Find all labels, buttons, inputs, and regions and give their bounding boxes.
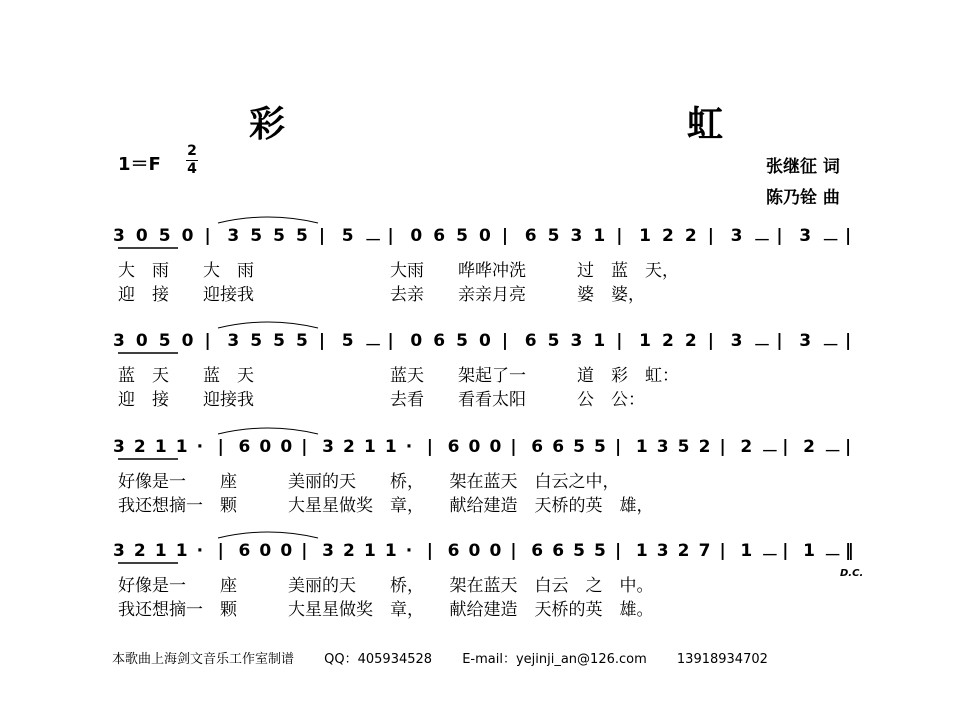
note: 3 — [113, 437, 125, 457]
note: 2 — [684, 226, 697, 246]
note: 0 — [489, 541, 502, 561]
note: 2 — [343, 541, 355, 561]
barline: | — [217, 541, 224, 561]
note: 1 — [639, 226, 651, 246]
barline: | — [782, 437, 789, 457]
note: 5 — [594, 437, 606, 457]
barline: | — [501, 226, 509, 246]
note: 2 — [684, 331, 697, 351]
time-signature-bottom: 4 — [187, 161, 197, 177]
barline: | — [204, 226, 211, 246]
note: 0 — [479, 226, 491, 246]
note: 1 — [363, 541, 376, 561]
slur — [218, 217, 318, 223]
barline: | — [707, 331, 714, 351]
note: 2 — [133, 541, 146, 561]
note: － — [761, 546, 779, 566]
barline: | — [845, 437, 852, 457]
note: 1 — [384, 437, 397, 457]
note: 2 — [740, 437, 753, 457]
note: 5 — [296, 331, 308, 351]
slur — [218, 322, 318, 328]
note: 2 — [662, 226, 674, 246]
note: 3 — [113, 331, 125, 351]
note: 0 — [410, 331, 423, 351]
note: 1 — [384, 541, 397, 561]
note: 1 — [593, 226, 606, 246]
note: 1 — [803, 541, 815, 561]
footer-email: E-mail：yejinji_an@126.com — [462, 652, 647, 667]
note: 5 — [594, 541, 606, 561]
barline: | — [510, 541, 517, 561]
lyricist-credit: 张继征 词 — [766, 157, 840, 177]
footer-studio: 本歌曲上海剑文音乐工作室制谱 — [112, 652, 295, 667]
note: 3 — [656, 437, 669, 457]
note: 7 — [698, 541, 711, 561]
time-signature-top: 2 — [187, 143, 197, 159]
note: 0 — [181, 226, 194, 246]
note: 0 — [468, 541, 481, 561]
note: 1 — [175, 437, 188, 457]
note: 5 — [250, 226, 263, 246]
note: 0 — [259, 541, 272, 561]
barline: | — [501, 331, 509, 351]
note: － — [364, 336, 382, 356]
note: 5 — [677, 437, 690, 457]
note: － — [824, 546, 842, 566]
barline: | — [616, 226, 623, 246]
barline: | — [614, 541, 622, 561]
barline: | — [426, 437, 433, 457]
note: － — [364, 231, 382, 251]
note: 6 — [238, 437, 251, 457]
note: · — [405, 437, 413, 457]
note: 5 — [273, 226, 285, 246]
note: － — [753, 336, 771, 356]
note: 5 — [573, 437, 585, 457]
note: 6 — [433, 331, 446, 351]
note: 2 — [698, 437, 711, 457]
note: 3 — [730, 226, 743, 246]
barline: | — [204, 331, 211, 351]
note: 2 — [662, 331, 674, 351]
note: 3 — [113, 541, 125, 561]
note: 2 — [343, 437, 355, 457]
note: 6 — [524, 331, 537, 351]
barline: | — [845, 226, 852, 246]
barline: | — [318, 226, 326, 246]
note: 6 — [447, 437, 460, 457]
barline: | — [387, 226, 394, 246]
note: 0 — [135, 331, 148, 351]
song-title: 彩 虹 — [248, 103, 833, 145]
note: 1 — [635, 541, 648, 561]
barline: | — [776, 226, 783, 246]
lyrics-line-1: 好像是一 座 美丽的天 桥， 架在蓝天 白云 之 中。 — [118, 576, 654, 596]
note: · — [405, 541, 413, 561]
note: 1 — [154, 437, 167, 457]
barline: | — [510, 437, 517, 457]
note: 3 — [113, 226, 125, 246]
barline: | — [782, 541, 789, 561]
note: 3 — [730, 331, 743, 351]
note: 0 — [410, 226, 423, 246]
barline: | — [719, 437, 726, 457]
note: 5 — [547, 331, 560, 351]
barline: | — [217, 437, 224, 457]
note: 5 — [158, 226, 171, 246]
note: 6 — [238, 541, 251, 561]
note: 1 — [175, 541, 188, 561]
note: 3 — [322, 437, 334, 457]
note: 1 — [635, 437, 648, 457]
lyrics-line-2: 我还想摘一 颗 大星星做奖 章， 献给建造 天桥的英 雄。 — [118, 600, 654, 620]
barline: | — [614, 437, 622, 457]
note: 0 — [468, 437, 481, 457]
note: 3 — [799, 226, 812, 246]
lyrics-line-1: 蓝 天 蓝 天 蓝天 架起了一 道 彩 虹： — [118, 366, 679, 386]
note: － — [822, 231, 840, 251]
note: 6 — [531, 541, 544, 561]
note: 2 — [803, 437, 815, 457]
note: 3 — [799, 331, 812, 351]
note: 3 — [570, 226, 583, 246]
barline: ‖ — [845, 541, 854, 561]
barline: | — [776, 331, 783, 351]
note: 6 — [447, 541, 460, 561]
note: 0 — [259, 437, 272, 457]
note: 5 — [547, 226, 560, 246]
dc-mark: D.C. — [840, 568, 864, 579]
barline: | — [845, 331, 852, 351]
note: · — [196, 541, 204, 561]
barline: | — [301, 541, 308, 561]
note: 5 — [250, 331, 263, 351]
barline: | — [318, 331, 326, 351]
slur — [218, 532, 318, 538]
barline: | — [616, 331, 623, 351]
note: 0 — [280, 437, 293, 457]
note: 6 — [433, 226, 446, 246]
note: － — [822, 336, 840, 356]
note: 1 — [363, 437, 376, 457]
note: 5 — [573, 541, 585, 561]
note: 2 — [677, 541, 690, 561]
note: 0 — [479, 331, 491, 351]
barline: | — [707, 226, 714, 246]
note: 1 — [639, 331, 651, 351]
note: · — [196, 437, 204, 457]
footer-qq: QQ：405934528 — [324, 652, 433, 667]
note: 3 — [570, 331, 583, 351]
lyrics-line-1: 大 雨 大 雨 大雨 哗哗冲洗 过 蓝 天， — [118, 261, 679, 281]
lyrics-line-2: 迎 接 迎接我 去看 看看太阳 公 公： — [118, 390, 645, 410]
barline: | — [301, 437, 308, 457]
note: 5 — [158, 331, 171, 351]
note: 6 — [552, 437, 565, 457]
barline: | — [426, 541, 433, 561]
note: 3 — [227, 226, 240, 246]
note: 0 — [489, 437, 502, 457]
note: 1 — [154, 541, 167, 561]
note: 5 — [296, 226, 308, 246]
note: 0 — [181, 331, 194, 351]
lyrics-line-2: 我还想摘一 颗 大星星做奖 章， 献给建造 天桥的英 雄， — [118, 496, 654, 516]
note: 0 — [135, 226, 148, 246]
note: 2 — [133, 437, 146, 457]
note: 3 — [227, 331, 240, 351]
lyrics-line-1: 好像是一 座 美丽的天 桥， 架在蓝天 白云之中， — [118, 472, 620, 492]
note: 3 — [656, 541, 669, 561]
note: 5 — [456, 331, 468, 351]
note: － — [753, 231, 771, 251]
note: 6 — [552, 541, 565, 561]
note: 1 — [740, 541, 753, 561]
note: 5 — [341, 331, 354, 351]
note: 6 — [524, 226, 537, 246]
barline: | — [387, 331, 394, 351]
note: 5 — [456, 226, 468, 246]
note: － — [824, 442, 842, 462]
note: 6 — [531, 437, 544, 457]
key-signature: 1＝F — [118, 154, 161, 175]
note: － — [761, 442, 779, 462]
note: 1 — [593, 331, 606, 351]
composer-credit: 陈乃铨 曲 — [766, 188, 840, 208]
note: 5 — [273, 331, 285, 351]
note: 5 — [341, 226, 354, 246]
footer-phone: 13918934702 — [676, 652, 768, 667]
barline: | — [719, 541, 726, 561]
note: 0 — [280, 541, 293, 561]
note: 3 — [322, 541, 334, 561]
slur — [218, 428, 318, 434]
lyrics-line-2: 迎 接 迎接我 去亲 亲亲月亮 婆 婆， — [118, 285, 645, 305]
